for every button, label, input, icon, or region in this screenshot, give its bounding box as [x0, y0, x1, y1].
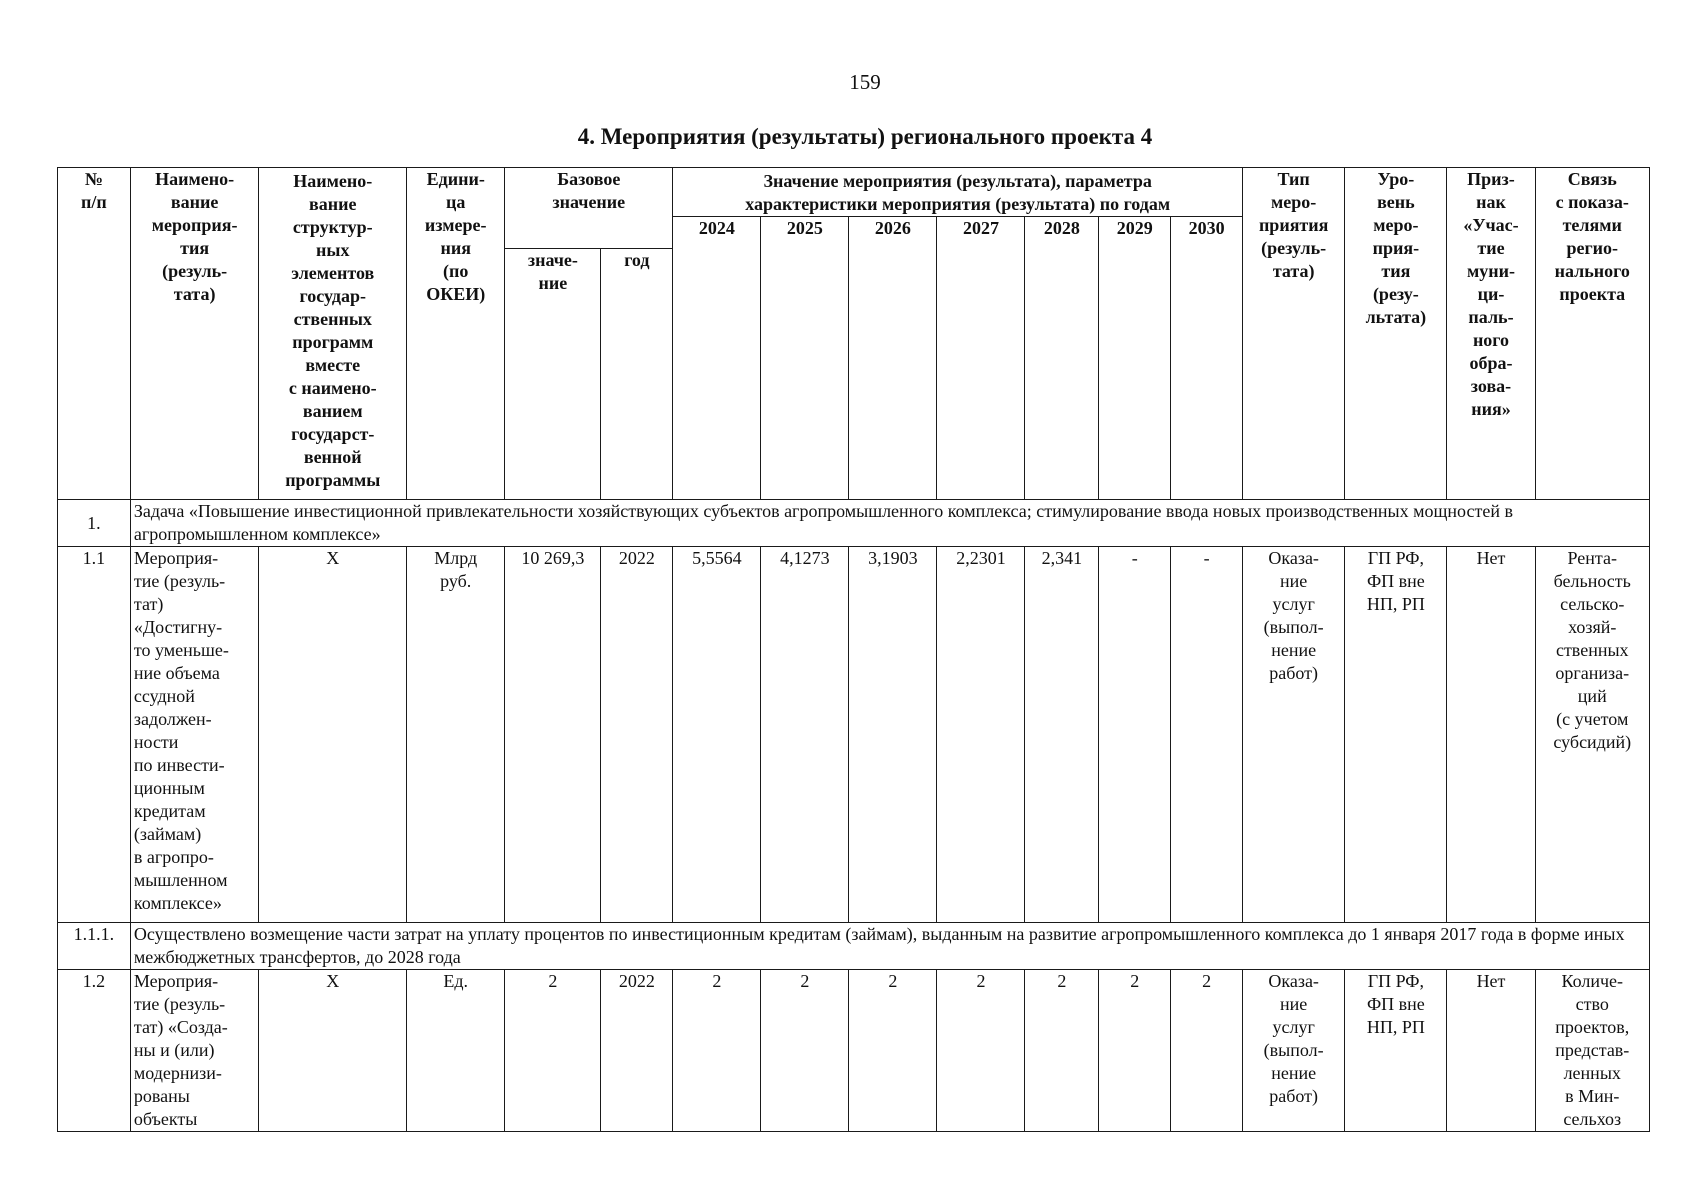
row-1-2-2024: 2 — [673, 970, 761, 1132]
row-1-2-level: ГП РФ, ФП вне НП, РП — [1345, 970, 1447, 1132]
row-task-num: 1. — [58, 500, 131, 547]
row-1-2-struct: Х — [259, 970, 407, 1132]
row-task-text: Задача «Повышение инвестиционной привлекательности хозяйствующих субъектов агропромышленного комплекса; стимулирование ввода новых производственных мощностей в агропромышленном комплексе» — [130, 500, 1649, 547]
header-year-2030: 2030 — [1171, 217, 1243, 500]
page-title: 4. Мероприятия (результаты) регионального проекта 4 — [577, 124, 1153, 149]
header-year-2028: 2028 — [1025, 217, 1099, 500]
row-1-1-1-num: 1.1.1. — [58, 923, 131, 970]
header-unit: Едини- ца измере- ния (по ОКЕИ) — [407, 168, 505, 500]
header-year-2029: 2029 — [1099, 217, 1171, 500]
row-1-1-2024: 5,5564 — [673, 547, 761, 923]
row-1-1-2030: - — [1171, 547, 1243, 923]
row-1-2-2029: 2 — [1099, 970, 1171, 1132]
row-1-1-link: Рента- бельность сельско- хозяй- ственных организа- ций (с учетом субсидий) — [1535, 547, 1649, 923]
row-1-1-base-year: 2022 — [601, 547, 673, 923]
row-1-2-municipal: Нет — [1447, 970, 1535, 1132]
header-year-2024: 2024 — [673, 217, 761, 500]
header-base-value: значе- ние — [505, 249, 601, 500]
row-1-1-2027: 2,2301 — [937, 547, 1025, 923]
header-type: Тип меро- приятия (резуль- тата) — [1243, 168, 1345, 500]
header-link: Связь с показа- телями регио- нального проекта — [1535, 168, 1649, 500]
header-values-by-year: Значение мероприятия (результата), параметра характеристики мероприятия (результата) по годам — [673, 168, 1243, 217]
header-year-2026: 2026 — [849, 217, 937, 500]
table-row — [58, 547, 1650, 923]
row-1-2-unit: Ед. — [407, 970, 505, 1132]
row-1-2-link: Количе- ство проектов, представ- ленных в Мин- сельхоз — [1535, 970, 1649, 1132]
row-1-1-name: Мероприя- тие (резуль- тат) «Достигну- то уменьше- ние объема ссудной задолжен- ности по инвести- ционным кредитам (займам) в агропро- мышленном комплексе» — [130, 547, 259, 923]
page-number: 159 — [849, 70, 881, 94]
header-year-2027: 2027 — [937, 217, 1025, 500]
row-1-1-unit: Млрд руб. — [407, 547, 505, 923]
table-row — [58, 500, 1650, 547]
row-1-2-2030: 2 — [1171, 970, 1243, 1132]
row-1-1-municipal: Нет — [1447, 547, 1535, 923]
header-municipal: Приз- нак «Учас- тие муни- ци- паль- ного обра- зова- ния» — [1447, 168, 1535, 500]
row-1-2-2027: 2 — [937, 970, 1025, 1132]
header-level: Уро- вень меро- прия- тия (резу- льтата) — [1345, 168, 1447, 500]
row-1-2-2025: 2 — [761, 970, 849, 1132]
row-1-1-num: 1.1 — [58, 547, 131, 923]
row-1-1-2028: 2,341 — [1025, 547, 1099, 923]
header-num: № п/п — [58, 168, 131, 500]
row-1-1-2025: 4,1273 — [761, 547, 849, 923]
header-structural-elements: Наимено- вание структур- ных элементов государ- ственных программ вместе с наимено- ванием государст- венной программы — [259, 168, 407, 500]
row-1-1-2029: - — [1099, 547, 1171, 923]
row-1-2-type: Оказа- ние услуг (выпол- нение работ) — [1243, 970, 1345, 1132]
row-1-1-type: Оказа- ние услуг (выпол- нение работ) — [1243, 547, 1345, 923]
row-1-2-base-year: 2022 — [601, 970, 673, 1132]
row-1-1-level: ГП РФ, ФП вне НП, РП — [1345, 547, 1447, 923]
row-1-2-base-value: 2 — [505, 970, 601, 1132]
header-base-year: год — [601, 249, 673, 500]
header-year-2025: 2025 — [761, 217, 849, 500]
row-1-2-num: 1.2 — [58, 970, 131, 1132]
row-1-1-1-text: Осуществлено возмещение части затрат на уплату процентов по инвестиционным кредитам (займам), выданным на развитие агропромышленного комплекса до 1 января 2017 года в форме иных межбюджетных трансфертов, до 2028 года — [130, 923, 1649, 970]
row-1-2-2028: 2 — [1025, 970, 1099, 1132]
header-base: Базовое значение — [505, 168, 673, 249]
row-1-2-name: Мероприя- тие (резуль- тат) «Созда- ны и (или) модернизи- рованы объекты — [130, 970, 259, 1132]
table-row — [58, 923, 1650, 970]
row-1-2-2026: 2 — [849, 970, 937, 1132]
projects-table — [57, 167, 1650, 1132]
row-1-1-2026: 3,1903 — [849, 547, 937, 923]
header-name: Наимено- вание мероприя- тия (резуль- тата) — [130, 168, 259, 500]
table-row — [58, 970, 1650, 1132]
row-1-1-base-value: 10 269,3 — [505, 547, 601, 923]
row-1-1-struct: Х — [259, 547, 407, 923]
